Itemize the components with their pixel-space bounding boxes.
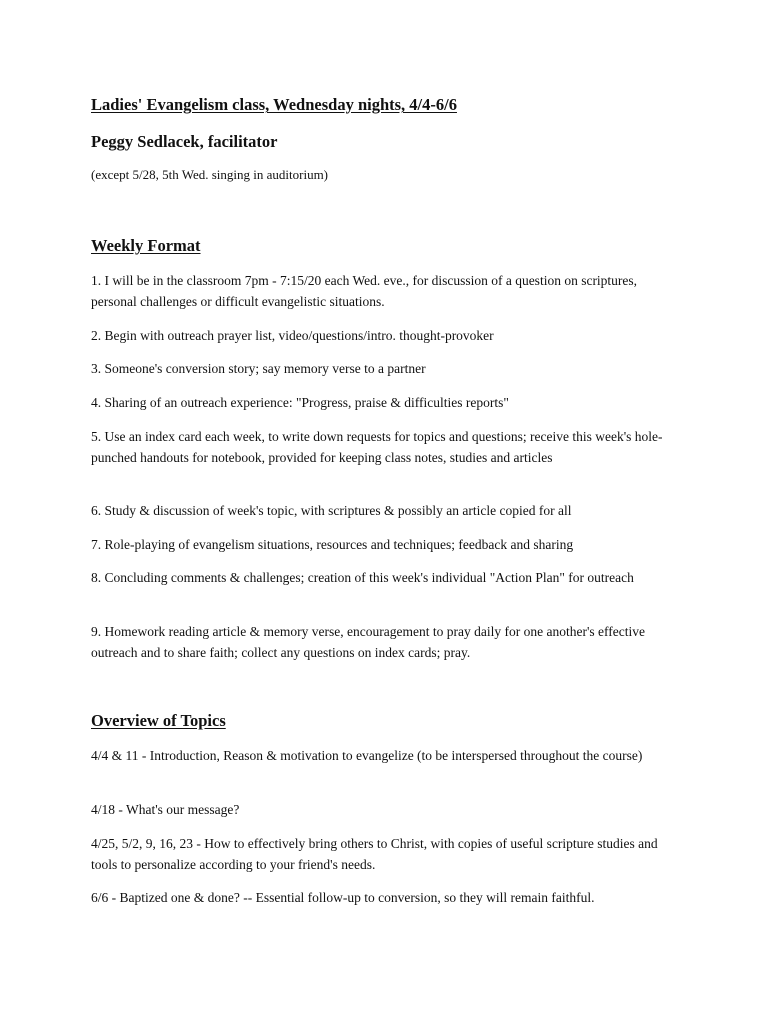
format-item-4: 4. Sharing of an outreach experience: "Progress, praise & difficulties reports" — [91, 395, 509, 410]
format-item-6: 6. Study & discussion of week's topic, with scriptures & possibly an article copied for all — [91, 503, 572, 518]
document-title: Ladies' Evangelism class, Wednesday nights, 4/4-6/6 — [91, 95, 457, 114]
topic-item-3: 4/25, 5/2, 9, 16, 23 - How to effectively bring others to Christ, with copies of useful scripture studies and tools to personalize according to your friend's needs. — [91, 836, 658, 872]
topic-item-4: 6/6 - Baptized one & done? -- Essential follow-up to conversion, so they will remain faithful. — [91, 890, 595, 905]
weekly-format-heading: Weekly Format — [91, 236, 201, 255]
format-item-7: 7. Role-playing of evangelism situations, resources and techniques; feedback and sharing — [91, 537, 574, 552]
overview-heading: Overview of Topics — [91, 711, 226, 730]
format-item-1: 1. I will be in the classroom 7pm - 7:15/20 each Wed. eve., for discussion of a question on scriptures, personal challenges or difficult evangelistic situations. — [91, 273, 638, 309]
format-item-8: 8. Concluding comments & challenges; creation of this week's individual "Action Plan" for outreach — [91, 570, 634, 585]
format-item-2: 2. Begin with outreach prayer list, video/questions/intro. thought-provoker — [91, 328, 494, 343]
format-item-3: 3. Someone's conversion story; say memory verse to a partner — [91, 361, 426, 376]
topic-item-1: 4/4 & 11 - Introduction, Reason & motivation to evangelize (to be interspersed throughout the course) — [91, 748, 643, 763]
format-item-5: 5. Use an index card each week, to write down requests for topics and questions; receive this week's hole-punched handouts for notebook, provided for keeping class notes, studies and articles — [91, 429, 663, 465]
facilitator-line: Peggy Sedlacek, facilitator — [91, 132, 278, 151]
topic-item-2: 4/18 - What's our message? — [91, 802, 240, 817]
format-item-9: 9. Homework reading article & memory verse, encouragement to pray daily for one another's effective outreach and to share faith; collect any questions on index cards; pray. — [91, 624, 645, 660]
schedule-note: (except 5/28, 5th Wed. singing in auditorium) — [91, 167, 329, 182]
